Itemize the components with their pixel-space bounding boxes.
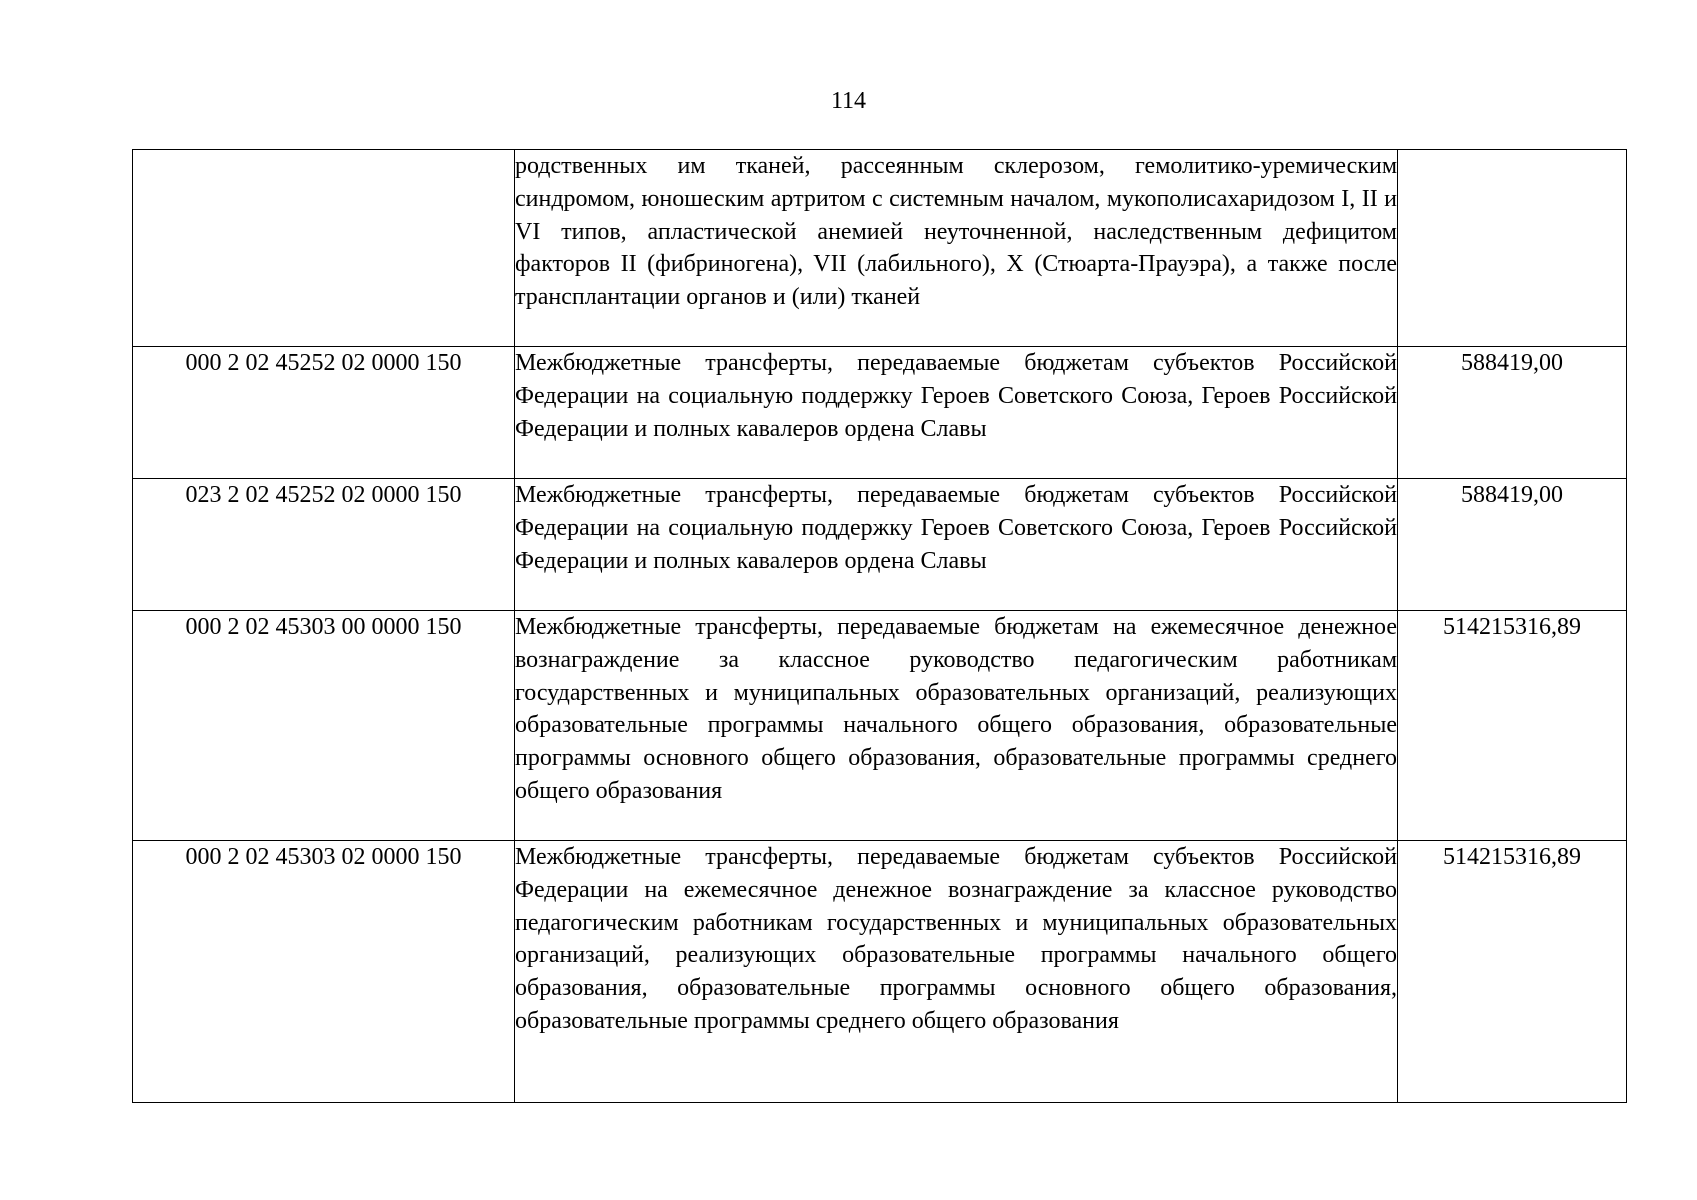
table-row bbox=[133, 611, 1627, 841]
amount-cell: 588419,00 bbox=[1398, 347, 1627, 479]
table-row bbox=[133, 479, 1627, 611]
amount-cell: 514215316,89 bbox=[1398, 611, 1627, 841]
page-number: 114 bbox=[830, 88, 867, 114]
code-cell bbox=[133, 150, 515, 347]
description-cell: Межбюджетные трансферты, передаваемые бюджетам субъектов Российской Федерации на социальную поддержку Героев Советского Союза, Героев Российской Федерации и полных кавалеров ордена Славы bbox=[515, 347, 1398, 479]
code-cell: 000 2 02 45303 02 0000 150 bbox=[133, 841, 515, 1103]
table-row bbox=[133, 347, 1627, 479]
budget-table bbox=[132, 149, 1627, 1103]
table-row bbox=[133, 841, 1627, 1103]
code-cell: 000 2 02 45303 00 0000 150 bbox=[133, 611, 515, 841]
description-cell: родственных им тканей, рассеянным склерозом, гемолитико-уремическим синдромом, юношеским артритом с системным началом, мукополисахаридозом I, II и VI типов, апластической анемией неуточненной, наследственным дефицитом факторов II (фибриногена), VII (лабильного), X (Стюарта-Прауэра), а также после трансплантации органов и (или) тканей bbox=[515, 150, 1398, 347]
description-cell: Межбюджетные трансферты, передаваемые бюджетам субъектов Российской Федерации на ежемесячное денежное вознаграждение за классное руководство педагогическим работникам государственных и муниципальных образовательных организаций, реализующих образовательные программы начального общего образования, образовательные программы основного общего образования, образовательные программы среднего общего образования bbox=[515, 841, 1398, 1103]
description-cell: Межбюджетные трансферты, передаваемые бюджетам субъектов Российской Федерации на социальную поддержку Героев Советского Союза, Героев Российской Федерации и полных кавалеров ордена Славы bbox=[515, 479, 1398, 611]
amount-cell: 588419,00 bbox=[1398, 479, 1627, 611]
table-row bbox=[133, 150, 1627, 347]
amount-cell bbox=[1398, 150, 1627, 347]
code-cell: 000 2 02 45252 02 0000 150 bbox=[133, 347, 515, 479]
code-cell: 023 2 02 45252 02 0000 150 bbox=[133, 479, 515, 611]
amount-cell: 514215316,89 bbox=[1398, 841, 1627, 1103]
description-cell: Межбюджетные трансферты, передаваемые бюджетам на ежемесячное денежное вознаграждение за классное руководство педагогическим работникам государственных и муниципальных образовательных организаций, реализующих образовательные программы начального общего образования, образовательные программы основного общего образования, образовательные программы среднего общего образования bbox=[515, 611, 1398, 841]
